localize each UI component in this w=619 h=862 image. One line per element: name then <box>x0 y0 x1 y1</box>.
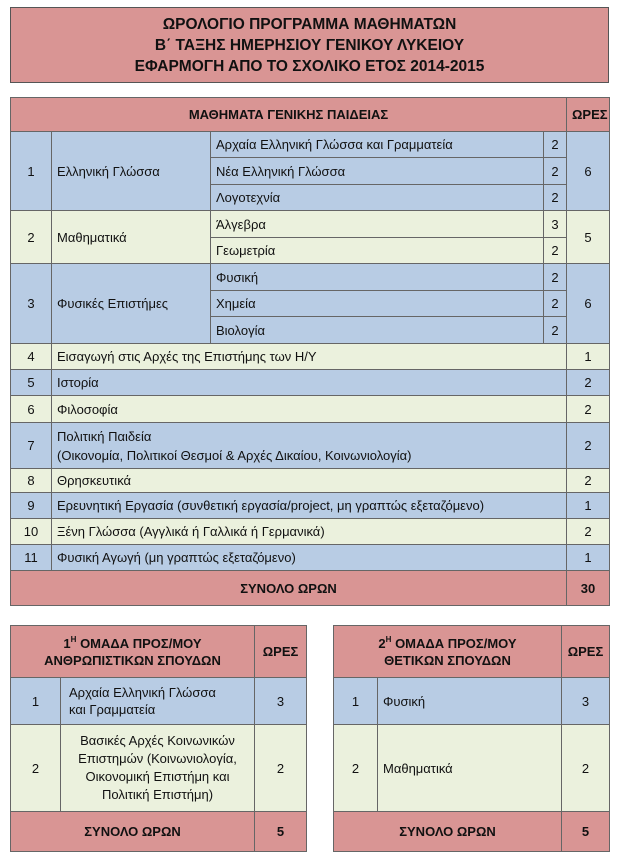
group-title-a: ΟΜΑΔΑ ΠΡΟΣ/ΜΟΥ <box>80 635 202 651</box>
table-row <box>11 469 610 493</box>
subject-name: Φυσική <box>378 678 562 725</box>
group-number-sup: Η <box>385 634 392 644</box>
subject-name-line: (Οικονομία, Πολιτικοί Θεσμοί & Αρχές Δικαίου, Κοινωνιολογία) <box>57 447 412 463</box>
total-label: ΣΥΝΟΛΟ ΩΡΩΝ <box>334 812 562 852</box>
subject-name-line: και Γραμματεία <box>69 702 156 717</box>
subject-hours: 1 <box>567 344 610 370</box>
row-number: 7 <box>11 423 52 469</box>
row-number: 4 <box>11 344 52 370</box>
group-number: 2 <box>378 635 386 651</box>
subject-hours: 5 <box>567 211 610 264</box>
total-value: 30 <box>567 571 610 606</box>
subject-name: Μαθηματικά <box>378 725 562 812</box>
table-header-row <box>334 626 610 678</box>
subject-hours: 6 <box>567 132 610 211</box>
group-number-sup: Η <box>70 634 77 644</box>
sub-subject-hours: 2 <box>544 238 567 264</box>
table-row <box>11 678 307 725</box>
sub-subject-name: Γεωμετρία <box>211 238 544 264</box>
general-header: ΜΑΘΗΜΑΤΑ ΓΕΝΙΚΗΣ ΠΑΙΔΕΙΑΣ <box>11 98 567 132</box>
table-row <box>11 423 610 469</box>
row-number: 3 <box>11 264 52 344</box>
subject-name-line: Επιστημών (Κοινωνιολογία, <box>78 751 237 766</box>
title-line-1: ΩΡΟΛΟΓΙΟ ΠΡΟΓΡΑΜΜΑ ΜΑΘΗΜΑΤΩΝ <box>162 15 457 33</box>
sub-subject-hours: 2 <box>544 291 567 317</box>
total-row <box>11 571 610 606</box>
table-row <box>11 519 610 545</box>
table-row <box>11 725 307 812</box>
sub-subject-hours: 2 <box>544 264 567 291</box>
subject-name: Ελληνική Γλώσσα <box>52 132 211 211</box>
sub-subject-hours: 3 <box>544 211 567 238</box>
subject-name: Ιστορία <box>52 370 567 396</box>
row-number: 11 <box>11 545 52 571</box>
subject-name: Μαθηματικά <box>52 211 211 264</box>
group-title-b: ΑΝΘΡΩΠΙΣΤΙΚΩΝ ΣΠΟΥΔΩΝ <box>44 652 221 668</box>
subject-hours: 3 <box>255 678 307 725</box>
subject-hours: 2 <box>567 396 610 423</box>
row-number: 1 <box>11 678 61 725</box>
science-group-table <box>333 625 610 852</box>
group-title-b: ΘΕΤΙΚΩΝ ΣΠΟΥΔΩΝ <box>384 652 511 668</box>
row-number: 1 <box>334 678 378 725</box>
total-label: ΣΥΝΟΛΟ ΩΡΩΝ <box>11 812 255 852</box>
sub-subject-name: Βιολογία <box>211 317 544 344</box>
sub-subject-hours: 2 <box>544 185 567 211</box>
table-row <box>11 264 610 291</box>
sub-subject-name: Νέα Ελληνική Γλώσσα <box>211 158 544 185</box>
hours-header: ΩΡΕΣ <box>255 626 307 678</box>
subject-name: Ερευνητική Εργασία (συνθετική εργασία/project, μη γραπτώς εξεταζόμενο) <box>52 493 567 519</box>
subject-hours: 2 <box>567 370 610 396</box>
subject-name: Ξένη Γλώσσα (Αγγλικά ή Γαλλικά ή Γερμανικά) <box>52 519 567 545</box>
sub-subject-name: Άλγεβρα <box>211 211 544 238</box>
subject-hours: 2 <box>562 725 610 812</box>
group-title-line <box>339 635 556 652</box>
row-number: 2 <box>11 211 52 264</box>
table-row <box>11 396 610 423</box>
sub-subject-name: Αρχαία Ελληνική Γλώσσα και Γραμματεία <box>211 132 544 158</box>
table-row <box>11 211 610 238</box>
subject-name-line: Οικονομική Επιστήμη και <box>85 769 230 784</box>
subject-name: Εισαγωγή στις Αρχές της Επιστήμης των Η/Υ <box>52 344 567 370</box>
title-line-3: ΕΦΑΡΜΟΓΗ ΑΠΟ ΤΟ ΣΧΟΛΙΚΟ ΕΤΟΣ 2014-2015 <box>134 57 485 75</box>
sub-subject-hours: 2 <box>544 317 567 344</box>
subject-name <box>61 725 255 812</box>
table-header-row <box>11 626 307 678</box>
row-number: 8 <box>11 469 52 493</box>
group-title-line <box>16 635 249 652</box>
subject-name <box>61 678 255 725</box>
sub-subject-hours: 2 <box>544 132 567 158</box>
subject-hours: 2 <box>567 469 610 493</box>
subject-name: Φιλοσοφία <box>52 396 567 423</box>
row-number: 2 <box>11 725 61 812</box>
table-row <box>11 493 610 519</box>
table-row <box>11 545 610 571</box>
group-title <box>11 626 255 678</box>
general-subjects-table <box>10 97 610 606</box>
sub-subject-name: Φυσική <box>211 264 544 291</box>
total-row <box>334 812 610 852</box>
subject-hours: 2 <box>567 519 610 545</box>
total-value: 5 <box>562 812 610 852</box>
subject-hours: 3 <box>562 678 610 725</box>
row-number: 9 <box>11 493 52 519</box>
total-label: ΣΥΝΟΛΟ ΩΡΩΝ <box>11 571 567 606</box>
subject-hours: 2 <box>255 725 307 812</box>
row-number: 5 <box>11 370 52 396</box>
row-number: 6 <box>11 396 52 423</box>
sub-subject-name: Χημεία <box>211 291 544 317</box>
subject-name <box>52 423 567 469</box>
humanities-group-table <box>10 625 307 852</box>
subject-hours: 2 <box>567 423 610 469</box>
total-row <box>11 812 307 852</box>
subject-name: Φυσικές Επιστήμες <box>52 264 211 344</box>
hours-header: ΩΡΕΣ <box>562 626 610 678</box>
title-line-2: Β΄ ΤΑΞΗΣ ΗΜΕΡΗΣΙΟΥ ΓΕΝΙΚΟΥ ΛΥΚΕΙΟΥ <box>154 36 465 54</box>
subject-hours: 1 <box>567 545 610 571</box>
table-row <box>11 344 610 370</box>
subject-name: Θρησκευτικά <box>52 469 567 493</box>
subject-name-line: Βασικές Αρχές Κοινωνικών <box>80 733 235 748</box>
table-row <box>11 132 610 158</box>
subject-hours: 6 <box>567 264 610 344</box>
table-row <box>334 725 610 812</box>
page-title <box>10 7 609 83</box>
group-number: 1 <box>63 635 71 651</box>
hours-header: ΩΡΕΣ <box>567 98 610 132</box>
subject-name-line: Πολιτική Παιδεία <box>57 428 152 444</box>
row-number: 2 <box>334 725 378 812</box>
sub-subject-hours: 2 <box>544 158 567 185</box>
row-number: 10 <box>11 519 52 545</box>
group-title <box>334 626 562 678</box>
sub-subject-name: Λογοτεχνία <box>211 185 544 211</box>
row-number: 1 <box>11 132 52 211</box>
table-header-row <box>11 98 610 132</box>
subject-name-line: Αρχαία Ελληνική Γλώσσα <box>69 685 216 700</box>
group-title-a: ΟΜΑΔΑ ΠΡΟΣ/ΜΟΥ <box>395 635 517 651</box>
subject-name-line: Πολιτική Επιστήμη) <box>101 787 214 802</box>
subject-name: Φυσική Αγωγή (μη γραπτώς εξεταζόμενο) <box>52 545 567 571</box>
table-row <box>334 678 610 725</box>
subject-hours: 1 <box>567 493 610 519</box>
total-value: 5 <box>255 812 307 852</box>
table-row <box>11 370 610 396</box>
